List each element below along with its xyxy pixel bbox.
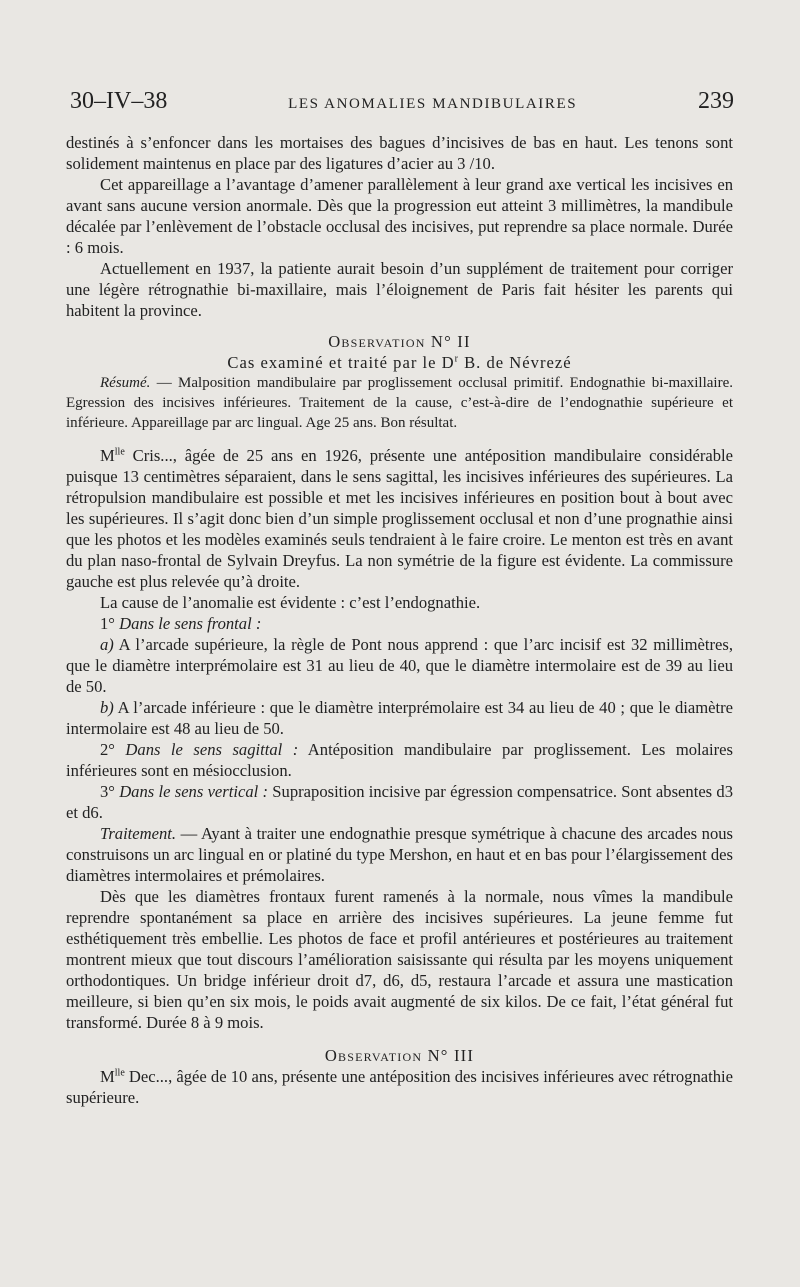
running-header [70,88,734,118]
list-heading: 1° Dans le sens frontal : [100,614,262,633]
paragraph: La cause de l’anomalie est évidente : c’est l’endognathie. [100,593,481,612]
list-item: a) A l’arcade supérieure, la règle de Pont nous apprend : que l’arc incisif est 32 millimètres, que le diamètre interprémolaire est 31 au lieu de 40, que le diamètre intermolaire est de 39 au lieu de 50. [66,635,733,696]
section-heading: Observation N° III [324,1046,475,1065]
paragraph: $M^{lle}$ Dec..., âgée de 10 ans, présente une antéposition des incisives inférieures avec rétrognathie supérieure. [66,1067,733,1107]
summary-paragraph: Résumé. — Malposition mandibulaire par proglissement occlusal primitif. Endognathie bi-maxillaire. Egression des incisives inférieures. Traitement de la cause, c’est-à-dire de l’endognathie supérieure et inférieure. Appareillage par arc lingual. Age 25 ans. Bon résultat. [66,375,733,431]
paragraph: destinés à s’enfoncer dans les mortaises des bagues d’incisives de bas en haut. Les tenons sont solidement maintenus en place par des ligatures d’acier au 3 /10. [66,133,733,173]
summary-label: Résumé. [100,375,151,391]
paragraph: Dès que les diamètres frontaux furent ramenés à la normale, nous vîmes la mandibule reprendre spontanément sa place en arrière des incisives supérieures. La jeune femme fut esthétiquement très embellie. Les photos de face et profil antérieures et postérieures au traitement montrent mieux que tout discours l’amélioration saisissante qui résulta par les moyens uniquement orthodontiques. Un bridge inférieur droit d7, d6, d5, restaura l’arcade et assura une mastication meilleure, si bien qu’en six mois, le poids avait augmenté de six kilos. De ce fait, l’état général fut transformé. Durée 8 à 9 mois. [66,887,733,1032]
header-title: LES ANOMALIES MANDIBULAIRES [288,96,578,112]
section-heading: Observation N° II [328,332,471,351]
list-item: b) A l’arcade inférieure : que le diamètre interprémolaire est 34 au lieu de 40 ; que le diamètre intermolaire est 48 au lieu de 50. [66,698,733,738]
paragraph: $M^{lle}$ Cris..., âgée de 25 ans en 1926, présente une antéposition mandibulaire considérable puisque 13 centimètres séparaient, dans le sens sagittal, les incisives inférieures des supérieures. La rétropulsion mandibulaire est possible et met les incisives inférieures en position bout à bout avec les supérieures. Il s’agit donc bien d’un simple proglissement occlusal et non d’une prognathie ainsi que les photos et les modèles examinés seuls tendraient à le faire croire. Le menton est très en avant du plan naso-frontal de Sylvain Dreyfus. La non symétrie de la figure est évidente. La commissure gauche est plus relevée qu’à droite. [66,446,733,591]
page-number: 239 [698,88,734,114]
page-body [66,132,733,1108]
list-item: 2° Dans le sens sagittal : Antéposition mandibulaire par proglissement. Les molaires inférieures sont en mésiocclusion. [66,740,733,780]
paragraph: Actuellement en 1937, la patiente aurait besoin d’un supplément de traitement pour corriger une légère rétrognathie bi-maxillaire, mais l’éloignement de Paris fait hésiter les parents qui habitent la province. [66,259,733,320]
section-subheading: Cas examiné et traité par le $D^r$ B. de Névrezé [227,353,572,372]
header-date: 30–IV–38 [70,88,168,114]
paragraph: Traitement. — Ayant à traiter une endognathie presque symétrique à chacune des arcades nous construisons un arc lingual en or platiné du type Mershon, en haut et en bas pour l’élargissement des diamètres intermolaires et prémolaires. [66,824,733,885]
paragraph: Cet appareillage a l’avantage d’amener parallèlement à leur grand axe vertical les incisives en avant sans aucune version anormale. Dès que la progression eut atteint 3 millimètres, la mandibule décalée par l’enlèvement de l’obstacle occlusal des incisives, put reprendre sa place normale. Durée : 6 mois. [66,175,733,257]
list-item: 3° Dans le sens vertical : Supraposition incisive par égression compensatrice. Sont absentes d3 et d6. [66,782,733,822]
